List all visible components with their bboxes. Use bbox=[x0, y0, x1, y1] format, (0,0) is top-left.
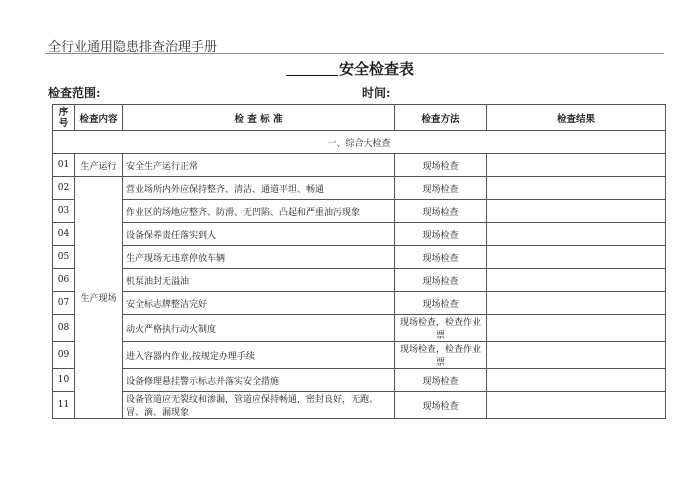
table-header-row bbox=[53, 105, 666, 131]
row-standard: 作业区的场地应整齐、防滑、无凹陷、凸起和严重油污现象 bbox=[123, 200, 395, 223]
document-title bbox=[0, 58, 700, 79]
row-num: 06 bbox=[53, 269, 75, 292]
row-standard: 设备修理悬挂警示标志并落实安全措施 bbox=[123, 369, 395, 392]
row-standard: 安全生产运行正常 bbox=[123, 154, 395, 177]
header-standard: 检 查 标 准 bbox=[123, 105, 395, 131]
table-row bbox=[53, 315, 666, 342]
table-row bbox=[53, 200, 666, 223]
row-method: 现场检查 bbox=[395, 392, 487, 419]
table-row bbox=[53, 369, 666, 392]
row-standard: 营业场所内外应保持整齐、清洁、通道平坦、畅通 bbox=[123, 177, 395, 200]
table-row bbox=[53, 223, 666, 246]
row-method: 现场检查 bbox=[395, 223, 487, 246]
row-standard: 生产现场无违章停放车辆 bbox=[123, 246, 395, 269]
row-standard: 动火严格执行动火制度 bbox=[123, 315, 395, 342]
row-num: 05 bbox=[53, 246, 75, 269]
row-method: 现场检查，检查作业票 bbox=[395, 342, 487, 369]
row-result[interactable] bbox=[487, 315, 666, 342]
table-row bbox=[53, 392, 666, 419]
row-method: 现场检查 bbox=[395, 292, 487, 315]
row-num: 11 bbox=[53, 392, 75, 419]
header-seq: 序 号 bbox=[53, 105, 75, 131]
row-result[interactable] bbox=[487, 177, 666, 200]
row-num: 09 bbox=[53, 342, 75, 369]
row-standard: 安全标志牌整洁完好 bbox=[123, 292, 395, 315]
row-category: 生产运行 bbox=[75, 154, 123, 177]
row-num: 07 bbox=[53, 292, 75, 315]
row-standard: 设备管道应无裂纹和渗漏，管道应保持畅通，密封良好，无跑、 冒、滴、漏现象 bbox=[123, 392, 395, 419]
row-method: 现场检查，检查作业票 bbox=[395, 315, 487, 342]
title-text: 安全检查表 bbox=[338, 60, 414, 78]
row-standard: 机泵油封无溢油 bbox=[123, 269, 395, 292]
table-row bbox=[53, 269, 666, 292]
row-method: 现场检查 bbox=[395, 154, 487, 177]
row-result[interactable] bbox=[487, 342, 666, 369]
row-method: 现场检查 bbox=[395, 200, 487, 223]
row-num: 04 bbox=[53, 223, 75, 246]
row-standard: 进入容器内作业,按规定办理手续 bbox=[123, 342, 395, 369]
row-result[interactable] bbox=[487, 269, 666, 292]
merged-category: 生产现场 bbox=[75, 177, 123, 419]
row-num: 10 bbox=[53, 369, 75, 392]
title-blank-line bbox=[286, 61, 338, 76]
row-num: 02 bbox=[53, 177, 75, 200]
row-num: 08 bbox=[53, 315, 75, 342]
row-standard: 设备保养责任落实到人 bbox=[123, 223, 395, 246]
header-content: 检查内容 bbox=[75, 105, 123, 131]
time-label: 时间: bbox=[362, 86, 391, 100]
section-title: 一、综合大检查 bbox=[53, 131, 666, 154]
table-row bbox=[53, 342, 666, 369]
row-method: 现场检查 bbox=[395, 269, 487, 292]
row-num: 03 bbox=[53, 200, 75, 223]
header-method: 检查方法 bbox=[395, 105, 487, 131]
row-method: 现场检查 bbox=[395, 369, 487, 392]
row-result[interactable] bbox=[487, 369, 666, 392]
header-rule bbox=[46, 53, 664, 54]
row-result[interactable] bbox=[487, 200, 666, 223]
table-row bbox=[53, 292, 666, 315]
row-result[interactable] bbox=[487, 392, 666, 419]
row-method: 现场检查 bbox=[395, 246, 487, 269]
section-row bbox=[53, 131, 666, 154]
row-result[interactable] bbox=[487, 292, 666, 315]
row-result[interactable] bbox=[487, 246, 666, 269]
row-result[interactable] bbox=[487, 223, 666, 246]
header-result: 检查结果 bbox=[487, 105, 666, 131]
row-method: 现场检查 bbox=[395, 177, 487, 200]
table-row bbox=[53, 246, 666, 269]
row-num: 01 bbox=[53, 154, 75, 177]
page-header: 全行业通用隐患排查治理手册 bbox=[48, 40, 218, 55]
table-row bbox=[53, 154, 666, 177]
table-row bbox=[53, 177, 666, 200]
scope-label: 检查范围: bbox=[48, 86, 101, 100]
row-result[interactable] bbox=[487, 154, 666, 177]
inspection-table bbox=[52, 104, 666, 419]
